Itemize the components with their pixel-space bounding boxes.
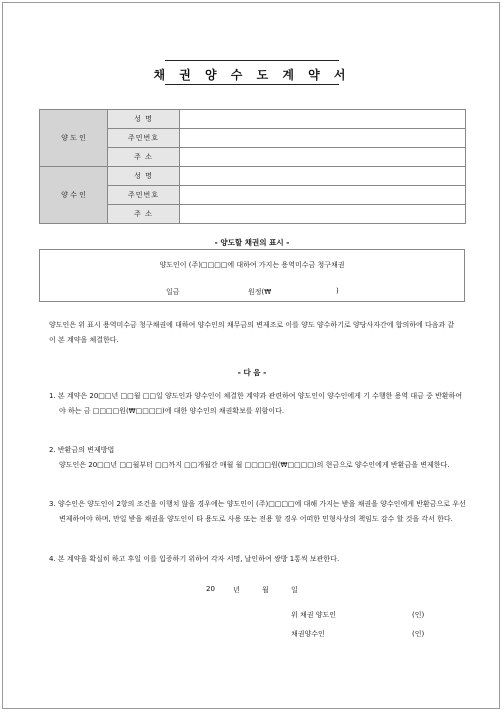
date-year-unit: 년 — [233, 586, 240, 594]
clause-2-title: 2. 반환금의 변제방법 — [49, 446, 115, 454]
assignee-name-label: 성 명 — [108, 167, 180, 186]
assignor-name-label: 성 명 — [108, 110, 180, 129]
assignor-id-field[interactable] — [180, 129, 466, 148]
claim-description: 양도인이 (주)□□□□에 대하여 가지는 용역미수금 청구채권 — [159, 261, 345, 269]
clause-3: 3. 양수인은 양도인이 2항의 조건을 이행치 않을 경우에는 양도인이 (주)□□□□에 대해 가지는 받을 채권을 양수인에게 반환금으로 우선 변제하여야 하며, 만일 받을 채권을 양도인이 타 용도로 사용 또는 전용 할 경우 어떠한 민형사상의 책임도 감수 할 것을 각서 한다. — [49, 500, 466, 523]
intro-paragraph: 양도인은 위 표시 용역미수금 청구채권에 대하여 양수인의 채무금의 변제조로 이를 양도 양수하기로 양당사자간에 합의하에 다음과 같이 본 계약을 체결한다. — [49, 321, 455, 344]
assignee-name-field[interactable] — [180, 167, 466, 186]
claim-section-heading: - 양도할 채권의 표시 - — [214, 238, 290, 247]
title-rule-top — [165, 60, 339, 61]
title-rule-bottom — [165, 84, 339, 85]
dale-heading: - 다 음 - — [237, 368, 267, 377]
parties-table — [39, 109, 466, 224]
amount-close: ) — [336, 287, 339, 295]
document-title: 채 권 양 수 도 계 약 서 — [153, 68, 351, 82]
clause-2-text: 양도인은 20□□년 □□월부터 □□까지 □□개월간 매월 월 □□□□원(₩□□□□)의 현금으로 양수인에게 반환금을 변제한다. — [59, 461, 450, 469]
date-day-unit: 일 — [291, 586, 298, 594]
assignor-seal: (인) — [412, 611, 425, 619]
clause-1: 1. 본 계약은 20□□년 □□월 □□일 양도인과 양수인이 체결한 계약과 관련하여 양도인이 양수인에게 기 수행한 용역 대금 중 반환하여야 하는 금 □□□□원(₩□□□□)에 대한 양수인의 채권확보를 위함이다. — [49, 392, 463, 415]
amount-unit: 원정(₩ — [248, 288, 272, 296]
assignee-seal: (인) — [412, 630, 425, 638]
assignee-id-field[interactable] — [180, 186, 466, 205]
assignee-signature-label: 채권양수인 — [291, 630, 325, 638]
date-month-unit: 월 — [262, 586, 269, 594]
clause-4: 4. 본 계약을 확실히 하고 후일 이를 입증하기 위하여 각자 서명, 날인하여 쌍방 1통씩 보관한다. — [49, 555, 340, 563]
assignor-label: 양 도 인 — [40, 110, 108, 167]
assignee-address-label: 주 소 — [108, 205, 180, 224]
amount-label: 일금 — [166, 288, 180, 296]
assignee-id-label: 주민번호 — [108, 186, 180, 205]
date-year: 20 — [206, 585, 215, 593]
assignor-signature-label: 위 채권 양도인 — [291, 611, 337, 619]
claim-box — [39, 249, 465, 302]
assignee-label: 양 수 인 — [40, 167, 108, 224]
assignor-id-label: 주민번호 — [108, 129, 180, 148]
assignor-address-field[interactable] — [180, 148, 466, 167]
assignor-address-label: 주 소 — [108, 148, 180, 167]
assignor-name-field[interactable] — [180, 110, 466, 129]
assignee-address-field[interactable] — [180, 205, 466, 224]
